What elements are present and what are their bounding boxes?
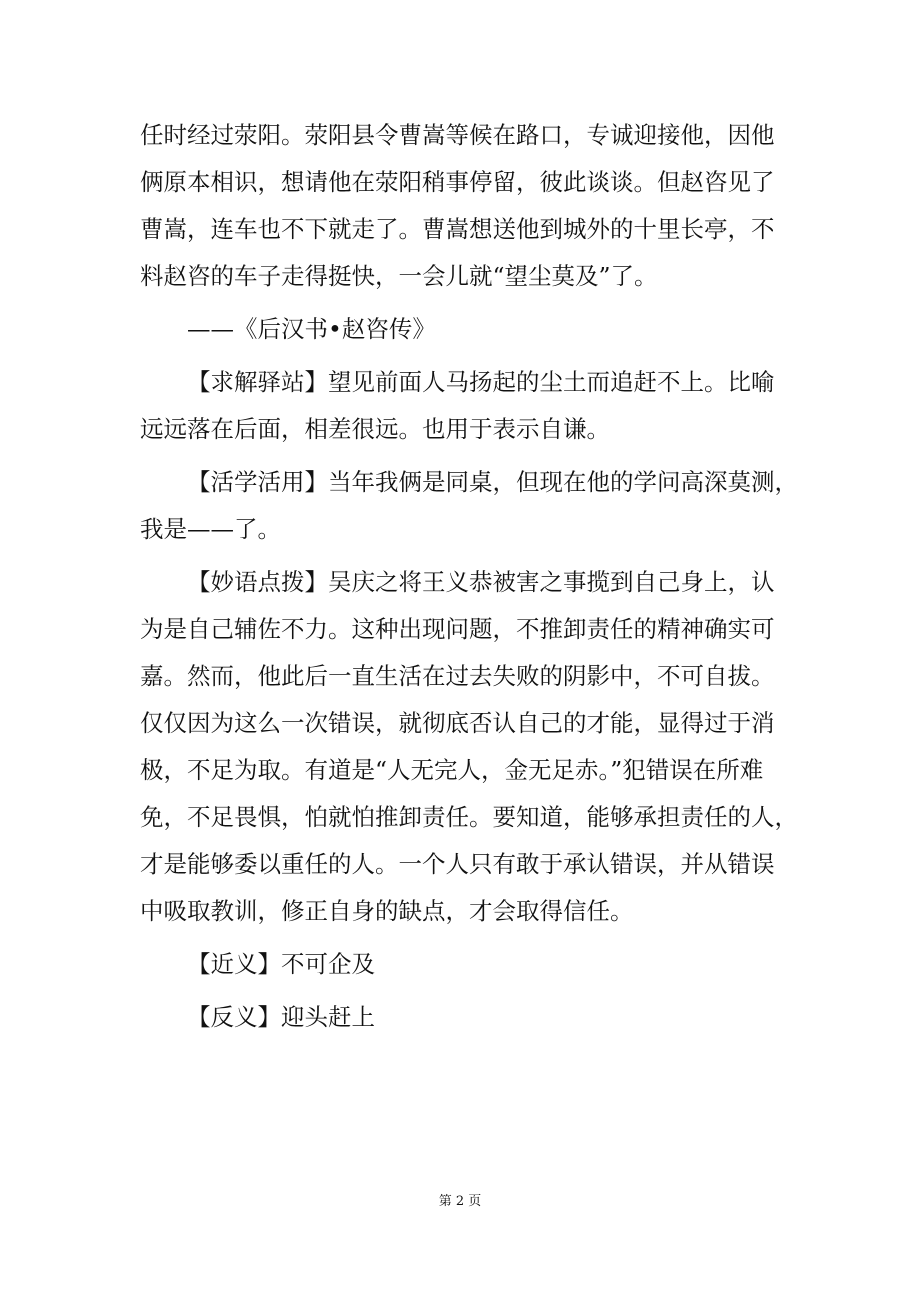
text-line: 为是自己辅佐不力。这种出现问题，不推卸责任的精神确实可: [140, 615, 775, 643]
text-line: 【妙语点拨】吴庆之将王义恭被害之事揽到自己身上，认: [187, 568, 775, 596]
text-line: 免，不足畏惧，怕就怕推卸责任。要知道，能够承担责任的人，: [140, 803, 798, 831]
text-line: 极，不足为取。有道是“人无完人，金无足赤。”犯错误在所难: [140, 756, 764, 784]
paragraph: [140, 112, 780, 300]
text-line: 料赵咨的车子走得挺快，一会儿就“望尘莫及”了。: [140, 262, 658, 290]
text-line: 才是能够委以重任的人。一个人只有敢于承认错误，并从错误: [140, 850, 775, 878]
paragraph: [140, 559, 798, 935]
text-line: 远远落在后面，相差很远。也用于表示自谦。: [140, 415, 610, 443]
text-line: 我是——了。: [140, 515, 281, 543]
text-line: 【近义】不可企及: [187, 950, 375, 978]
text-line: ——《后汉书•赵咨传》: [187, 315, 436, 343]
text-line: 【求解驿站】望见前面人马扬起的尘土而追赶不上。比喻: [187, 368, 775, 396]
paragraph: [140, 941, 780, 988]
text-line: 【反义】迎头赶上: [187, 1003, 375, 1031]
paragraph: [140, 459, 798, 553]
text-line: 任时经过荥阳。荥阳县令曹嵩等候在路口，专诚迎接他，因他: [140, 121, 775, 149]
text-line: 中吸取教训，修正自身的缺点，才会取得信任。: [140, 897, 634, 925]
paragraph: [140, 994, 780, 1041]
text-line: 俩原本相识，想请他在荥阳稍事停留，彼此谈谈。但赵咨见了: [140, 168, 775, 196]
document-body: [140, 112, 798, 1047]
page-number: 第 2 页: [438, 1194, 482, 1209]
text-line: 【活学活用】当年我俩是同桌，但现在他的学问高深莫测，: [187, 468, 798, 496]
text-line: 仅仅因为这么一次错误，就彻底否认自己的才能，显得过于消: [140, 709, 775, 737]
paragraph: [140, 359, 780, 453]
text-line: 嘉。然而，他此后一直生活在过去失败的阴影中，不可自拔。: [140, 662, 775, 690]
paragraph: [140, 306, 780, 353]
text-line: 曹嵩，连车也不下就走了。曹嵩想送他到城外的十里长亭，不: [140, 215, 775, 243]
